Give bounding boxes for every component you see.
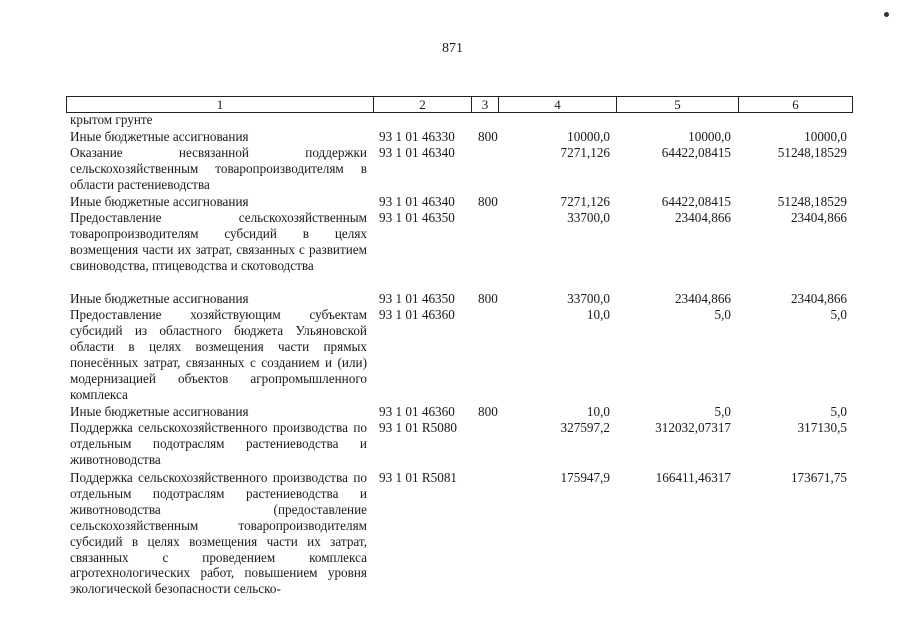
row-name: крытом грунте [70, 112, 153, 127]
row-name: Иные бюджетные ассигнования [70, 404, 249, 419]
row-value-6: 51248,18529 [777, 194, 847, 209]
row-value-4: 33700,0 [567, 291, 610, 306]
row-name: Предоставление сельскохозяйственным товаропроизводителям субсидий в целях возмещения части их затрат, связанных с развитием свиноводства, птицеводства и скотоводства [70, 210, 367, 273]
header-col-1: 1 [216, 97, 224, 112]
row-name: Иные бюджетные ассигнования [70, 194, 249, 209]
row-type: 800 [478, 194, 498, 209]
row-value-6: 317130,5 [797, 420, 847, 435]
row-value-5: 5,0 [714, 404, 731, 419]
row-value-6: 23404,866 [790, 210, 847, 225]
row-type: 800 [478, 404, 498, 419]
row-value-5: 23404,866 [674, 291, 731, 306]
row-value-6: 5,0 [830, 307, 847, 322]
row-value-4: 7271,126 [560, 194, 610, 209]
row-value-5: 10000,0 [688, 129, 731, 144]
row-name: Оказание несвязанной поддержки сельскохозяйственным товаропроизводителям в области растениеводства [70, 145, 367, 192]
row-value-5: 23404,866 [674, 210, 731, 225]
row-code: 93 1 01 46350 [379, 291, 455, 306]
row-value-4: 33700,0 [567, 210, 610, 225]
row-value-6: 173671,75 [790, 470, 847, 485]
row-value-6: 23404,866 [790, 291, 847, 306]
row-code: 93 1 01 R5080 [379, 420, 458, 435]
row-value-5: 166411,46317 [655, 470, 731, 485]
row-code: 93 1 01 46340 [379, 194, 455, 209]
row-code: 93 1 01 46330 [379, 129, 455, 144]
row-value-4: 10,0 [586, 404, 610, 419]
row-code: 93 1 01 46350 [379, 210, 455, 225]
row-type: 800 [478, 291, 498, 306]
row-type: 800 [478, 129, 498, 144]
row-value-5: 312032,07317 [655, 420, 731, 435]
row-code: 93 1 01 46360 [379, 307, 455, 322]
page-number: 871 [442, 41, 463, 56]
row-value-4: 10000,0 [567, 129, 610, 144]
row-value-5: 64422,08415 [661, 145, 731, 160]
row-name: Иные бюджетные ассигнования [70, 129, 249, 144]
row-code: 93 1 01 R5081 [379, 470, 458, 485]
row-name: Иные бюджетные ассигнования [70, 291, 249, 306]
row-code: 93 1 01 46340 [379, 145, 455, 160]
row-name: Предоставление хозяйствующим субъектам субсидий из областного бюджета Ульяновской области в целях возмещения части прямых понесённых затрат, связанных с созданием и (или) модернизацией объектов агропромышленного комплекса [70, 307, 367, 402]
table-header [66, 96, 853, 113]
row-value-4: 327597,2 [560, 420, 610, 435]
row-value-5: 5,0 [714, 307, 731, 322]
row-value-4: 10,0 [586, 307, 610, 322]
scan-dot-mark [884, 12, 889, 17]
row-value-6: 51248,18529 [777, 145, 847, 160]
row-code: 93 1 01 46360 [379, 404, 455, 419]
row-value-5: 64422,08415 [661, 194, 731, 209]
row-name: Поддержка сельскохозяйственного производства по отдельным подотраслям растениеводства и животноводства (предоставление сельскохозяйственным товаропроизводителям субсидий в целях возмещения части их затрат, связанных с проведением комплекса агротехнологических работ, повышением уровня экологической безопасности сельско- [70, 470, 367, 597]
row-value-6: 10000,0 [804, 129, 847, 144]
header-col-3: 3 [471, 97, 498, 112]
row-name: Поддержка сельскохозяйственного производства по отдельным подотраслям растениеводства и животноводства [70, 420, 367, 467]
row-value-4: 7271,126 [560, 145, 610, 160]
header-col-5: 5 [616, 97, 738, 112]
header-col-6: 6 [738, 97, 852, 112]
header-col-2: 2 [373, 97, 471, 112]
row-value-6: 5,0 [830, 404, 847, 419]
header-col-4: 4 [498, 97, 616, 112]
row-value-4: 175947,9 [560, 470, 610, 485]
